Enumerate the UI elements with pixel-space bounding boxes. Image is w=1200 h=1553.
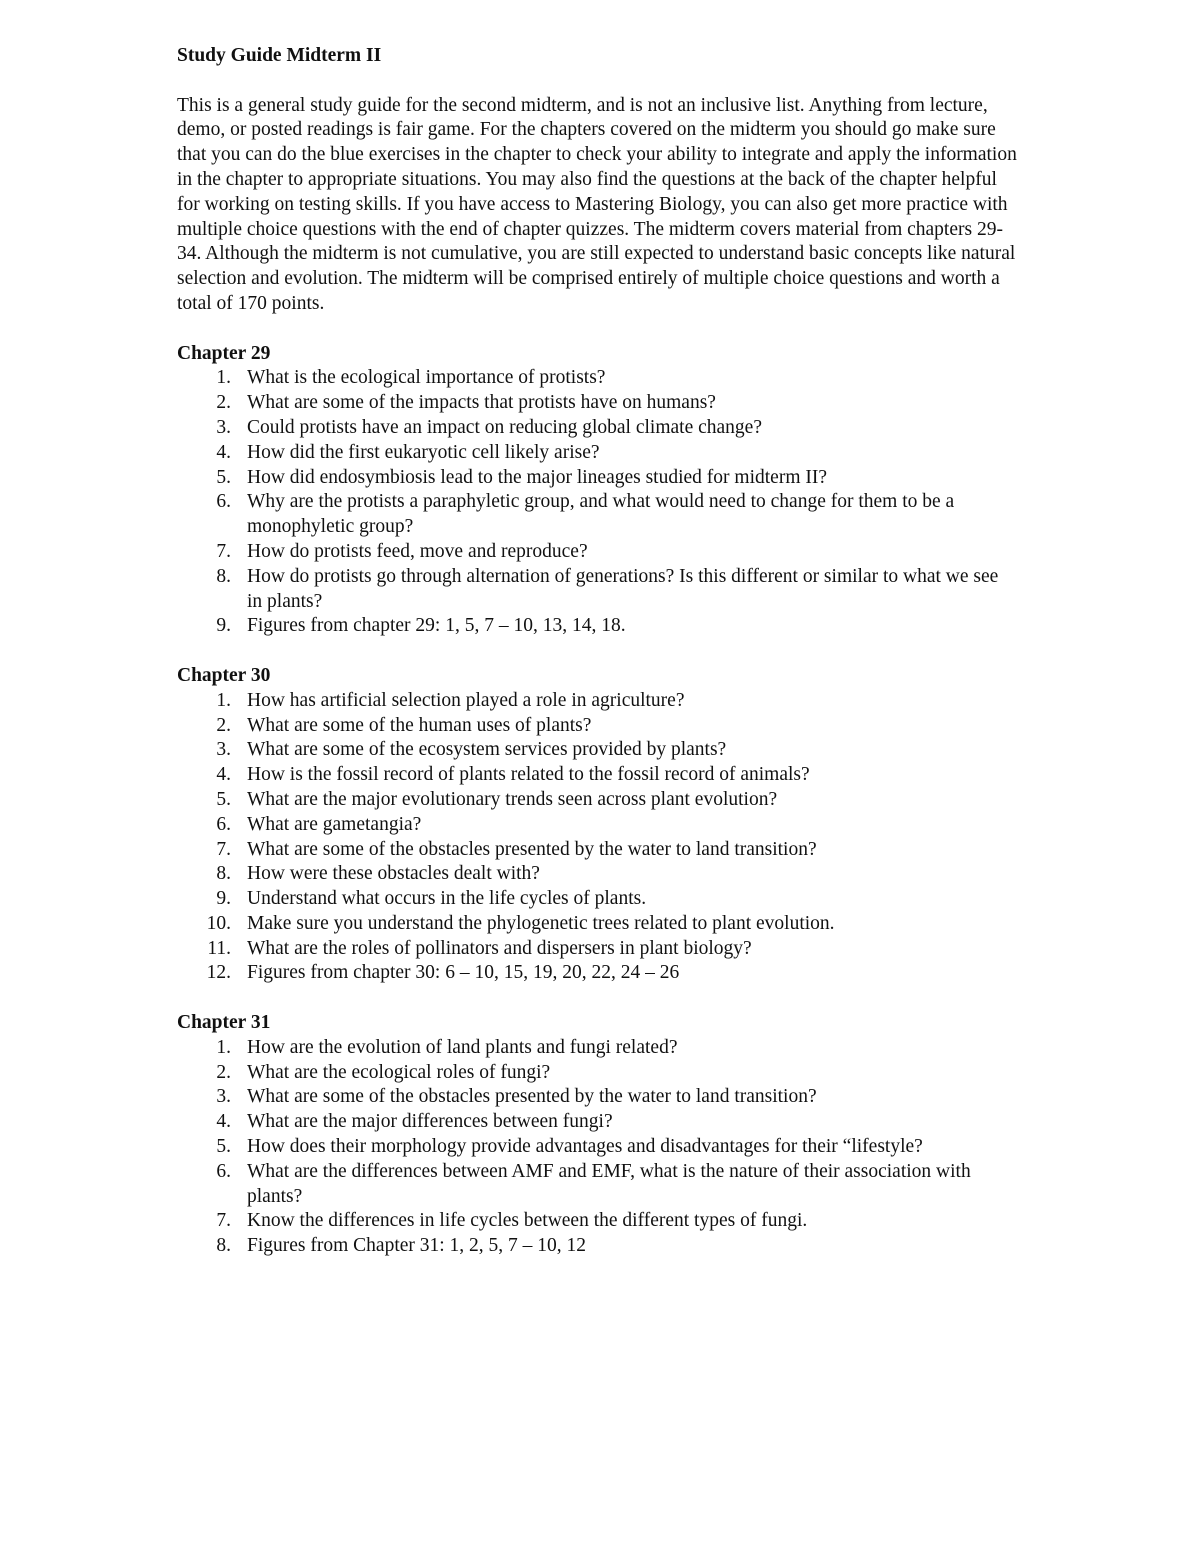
item-text: Figures from chapter 30: 6 – 10, 15, 19, 20, 22, 24 – 26 — [247, 962, 680, 984]
item-text: How did the first eukaryotic cell likely arise? — [247, 441, 600, 463]
item-text: Make sure you understand the phylogenetic trees related to plant evolution. — [247, 912, 835, 934]
list-item — [177, 838, 1027, 863]
item-number: 8. — [216, 1235, 231, 1257]
item-number: 4. — [216, 441, 231, 463]
list-item — [177, 1160, 1027, 1210]
document-title: Study Guide Midterm II — [177, 45, 382, 66]
list-item — [177, 689, 1027, 714]
list-item — [177, 1209, 1027, 1234]
list-item — [177, 813, 1027, 838]
item-number: 5. — [216, 466, 231, 488]
chapter-31-heading: Chapter 31 — [177, 1012, 271, 1034]
item-text: What is the ecological importance of protists? — [247, 367, 606, 389]
item-number: 2. — [216, 1061, 231, 1083]
chapter-29-question-list — [177, 366, 1027, 639]
item-number: 3. — [216, 739, 231, 761]
list-item — [177, 366, 1027, 391]
item-number: 12. — [206, 962, 231, 984]
list-item — [177, 1135, 1027, 1160]
item-text: How do protists go through alternation of generations? Is this different or similar to what we see in plants? — [247, 565, 999, 612]
list-item — [177, 1110, 1027, 1135]
list-item — [177, 1234, 1027, 1259]
list-item — [177, 1085, 1027, 1110]
item-number: 8. — [216, 863, 231, 885]
list-item — [177, 887, 1027, 912]
item-number: 1. — [216, 1036, 231, 1058]
chapter-31-question-list — [177, 1036, 1027, 1259]
list-item — [177, 565, 1027, 615]
item-text: How does their morphology provide advantages and disadvantages for their “lifestyle? — [247, 1136, 923, 1158]
list-item — [177, 961, 1027, 986]
item-number: 6. — [216, 491, 231, 513]
item-number: 4. — [216, 764, 231, 786]
item-number: 8. — [216, 565, 231, 587]
item-number: 6. — [216, 813, 231, 835]
list-item — [177, 937, 1027, 962]
chapter-30-heading: Chapter 30 — [177, 664, 271, 686]
item-text: What are gametangia? — [247, 813, 422, 835]
item-text: Could protists have an impact on reducing global climate change? — [247, 416, 762, 438]
item-text: Figures from chapter 29: 1, 5, 7 – 10, 13, 14, 18. — [247, 615, 626, 637]
list-item — [177, 738, 1027, 763]
item-text: What are the differences between AMF and EMF, what is the nature of their association with plants? — [247, 1160, 971, 1207]
item-text: How is the fossil record of plants related to the fossil record of animals? — [247, 764, 810, 786]
list-item — [177, 788, 1027, 813]
item-text: How are the evolution of land plants and fungi related? — [247, 1036, 678, 1058]
chapter-29-section — [177, 342, 1027, 640]
list-item — [177, 912, 1027, 937]
item-text: How did endosymbiosis lead to the major lineages studied for midterm II? — [247, 466, 828, 488]
list-item — [177, 466, 1027, 491]
item-number: 5. — [216, 1136, 231, 1158]
item-text: How were these obstacles dealt with? — [247, 863, 540, 885]
document-page — [177, 44, 1027, 1284]
item-number: 9. — [216, 615, 231, 637]
item-number: 11. — [207, 937, 231, 959]
list-item — [177, 490, 1027, 540]
item-text: What are some of the ecosystem services provided by plants? — [247, 739, 727, 761]
list-item — [177, 1061, 1027, 1086]
item-text: What are the ecological roles of fungi? — [247, 1061, 551, 1083]
item-number: 6. — [216, 1160, 231, 1182]
list-item — [177, 540, 1027, 565]
list-item — [177, 862, 1027, 887]
item-number: 2. — [216, 714, 231, 736]
item-text: Know the differences in life cycles between the different types of fungi. — [247, 1210, 808, 1232]
item-number: 3. — [216, 416, 231, 438]
list-item — [177, 763, 1027, 788]
item-text: What are some of the obstacles presented by the water to land transition? — [247, 1086, 817, 1108]
chapter-30-section — [177, 664, 1027, 986]
intro-paragraph: This is a general study guide for the second midterm, and is not an inclusive list. Anything from lecture, demo, or posted readings is fair game. For the chapters covered on the midterm you should go make sure that you can do the blue exercises in the chapter to check your ability to integrate and apply the information in the chapter to appropriate situations. You may also find the questions at the back of the chapter helpful for working on testing skills. If you have access to Mastering Biology, you can also get more practice with multiple choice questions with the end of chapter quizzes. The midterm covers material from chapters 29-34. Although the midterm is not cumulative, you are still expected to understand basic concepts like natural selection and evolution. The midterm will be comprised entirely of multiple choice questions and worth a total of 170 points. — [177, 94, 1017, 314]
item-number: 10. — [206, 912, 231, 934]
item-text: Figures from Chapter 31: 1, 2, 5, 7 – 10, 12 — [247, 1235, 587, 1257]
list-item — [177, 391, 1027, 416]
list-item — [177, 1036, 1027, 1061]
item-number: 1. — [216, 689, 231, 711]
item-number: 7. — [216, 838, 231, 860]
item-text: What are some of the impacts that protists have on humans? — [247, 392, 716, 414]
list-item — [177, 416, 1027, 441]
item-text: What are the roles of pollinators and dispersers in plant biology? — [247, 937, 752, 959]
item-text: How has artificial selection played a role in agriculture? — [247, 689, 685, 711]
list-item — [177, 441, 1027, 466]
list-item — [177, 714, 1027, 739]
chapter-29-heading: Chapter 29 — [177, 342, 271, 364]
item-text: Why are the protists a paraphyletic group, and what would need to change for them to be a monophyletic group? — [247, 491, 955, 538]
item-text: What are the major differences between fungi? — [247, 1111, 613, 1133]
item-text: How do protists feed, move and reproduce? — [247, 540, 588, 562]
list-item — [177, 614, 1027, 639]
chapter-31-section — [177, 1011, 1027, 1259]
item-text: What are some of the obstacles presented by the water to land transition? — [247, 838, 817, 860]
chapter-30-question-list — [177, 689, 1027, 987]
item-number: 2. — [216, 392, 231, 414]
item-text: Understand what occurs in the life cycles of plants. — [247, 888, 647, 910]
item-text: What are some of the human uses of plants? — [247, 714, 592, 736]
item-number: 5. — [216, 788, 231, 810]
item-number: 4. — [216, 1111, 231, 1133]
item-text: What are the major evolutionary trends seen across plant evolution? — [247, 788, 778, 810]
item-number: 9. — [216, 888, 231, 910]
item-number: 1. — [216, 367, 231, 389]
item-number: 7. — [216, 1210, 231, 1232]
item-number: 7. — [216, 540, 231, 562]
item-number: 3. — [216, 1086, 231, 1108]
